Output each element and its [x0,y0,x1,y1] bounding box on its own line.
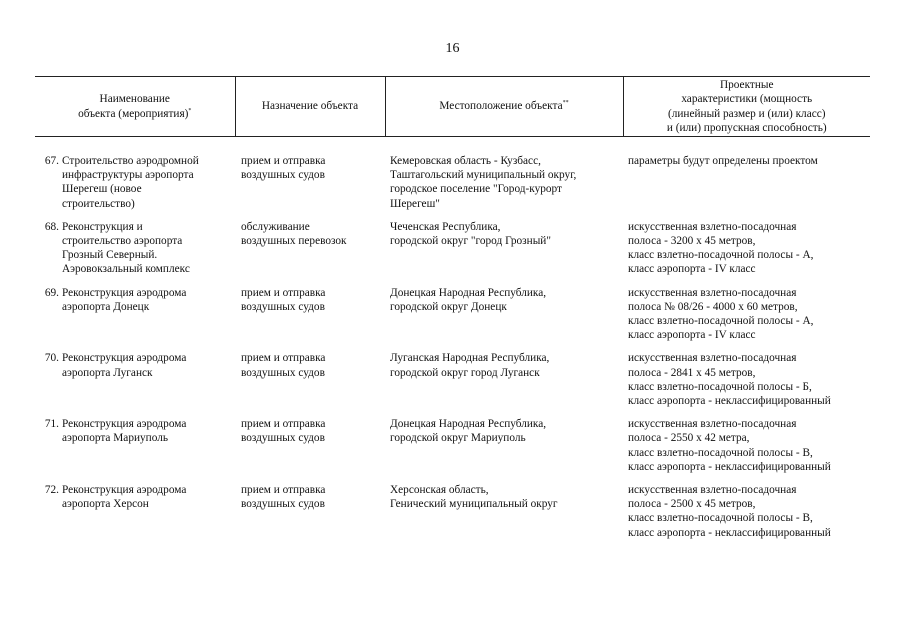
header-line: Проектные [719,79,774,92]
header-line-text: объекта (мероприятия) [78,107,189,120]
cell-specs [623,417,870,483]
cell-location [385,220,623,286]
header-line: Наименование [99,93,170,106]
specs-line: искусственная взлетно-посадочная [628,484,797,497]
cell-purpose [235,351,385,417]
cell-object-name [35,286,235,352]
object-name [62,286,230,314]
footnote-mark: * [188,107,192,114]
row-number: 67. [44,155,59,167]
table-row [35,351,870,417]
location-line: Таштагольский муниципальный округ, [390,169,577,182]
table-row [35,483,870,549]
cell-object-name [35,220,235,286]
header-line: (линейный размер и (или) класс) [667,107,826,120]
location-line: городской округ город Луганск [390,366,540,379]
location-line: Херсонская область, [390,484,489,497]
table-body [35,137,870,549]
row-number: 71. [44,418,59,431]
object-name-line: Реконструкция аэродрома [62,352,187,365]
header-line: Назначение объекта [261,100,359,113]
column-header-purpose [235,77,385,137]
location-line: городской округ Мариуполь [390,432,526,445]
specs-line: класс взлетно-посадочной полосы - В, [628,512,813,525]
header-line: и (или) пропускная способность) [666,121,827,134]
object-name-line: Грозный Северный. [62,249,158,262]
object-name-line: Реконструкция и [62,220,143,233]
location-line: Генический муниципальный округ [390,498,558,511]
specs-line: класс аэропорта - неклассифицированный [628,395,831,408]
location-line: городское поселение "Город-курорт [390,183,562,196]
specs-line: искусственная взлетно-посадочная [628,220,797,233]
object-name-line: строительство) [62,197,135,210]
specs-line: искусственная взлетно-посадочная [628,418,797,431]
location-line: Кемеровская область - Кузбасс, [390,155,541,167]
object-name-line: строительство аэропорта [62,235,183,248]
header-line: характеристики (мощность [681,93,813,106]
purpose-line: прием и отправка [241,286,326,299]
page-number: 16 [445,41,460,56]
cell-specs [623,483,870,549]
object-name-line: аэропорта Луганск [62,366,153,379]
object-name-line: Строительство аэродромной [62,155,199,167]
location-line: Донецкая Народная Республика, [390,418,547,431]
row-number: 68. [44,220,59,233]
cell-purpose [235,483,385,549]
object-name-line: Аэровокзальный комплекс [62,263,190,276]
table-row [35,286,870,352]
cell-object-name [35,417,235,483]
cell-specs [623,220,870,286]
purpose-line: воздушных судов [241,300,325,313]
object-name-line: аэропорта Мариуполь [62,432,169,445]
specs-line: класс взлетно-посадочной полосы - А, [628,315,814,328]
location-line: городской округ Донецк [390,300,507,313]
specs-line: класс аэропорта - IV класс [628,263,756,276]
specs-line: параметры будут определены проектом [628,155,818,167]
cell-object-name [35,483,235,549]
header-line [37,107,233,121]
specs-line: класс взлетно-посадочной полосы - В, [628,446,813,459]
object-name-line: инфраструктуры аэропорта [62,169,194,182]
cell-specs [623,351,870,417]
cell-location [385,483,623,549]
object-name-line: Реконструкция аэродрома [62,484,187,497]
specs-line: полоса - 2841 x 45 метров, [628,366,756,379]
cell-location [385,286,623,352]
purpose-line: воздушных судов [241,432,325,445]
specs-line: класс аэропорта - неклассифицированный [628,460,831,473]
location-line: городской округ "город Грозный" [390,235,551,248]
cell-purpose [235,286,385,352]
purpose-line: прием и отправка [241,352,326,365]
header-spacer [35,137,870,155]
object-name [62,483,230,511]
location-line: Луганская Народная Республика, [390,352,550,365]
purpose-line: воздушных судов [241,498,325,511]
purpose-line: прием и отправка [241,418,326,431]
row-number: 69. [44,286,59,299]
airport-projects-table-container [35,76,870,549]
airport-projects-table [35,76,870,549]
cell-specs [623,154,870,220]
cell-object-name [35,154,235,220]
specs-line: класс аэропорта - IV класс [628,329,756,342]
object-name [62,417,230,445]
purpose-line: воздушных судов [241,169,325,182]
cell-location [385,417,623,483]
cell-purpose [235,220,385,286]
specs-line: искусственная взлетно-посадочная [628,352,797,365]
purpose-line: прием и отправка [241,155,326,167]
location-line: Шерегеш" [390,197,440,210]
object-name [62,154,230,211]
purpose-line: воздушных судов [241,366,325,379]
object-name-line: аэропорта Донецк [62,300,150,313]
column-header-location [385,77,623,137]
location-line: Чеченская Республика, [390,220,501,233]
specs-line: искусственная взлетно-посадочная [628,286,797,299]
column-header-name [35,77,235,137]
object-name-line: Реконструкция аэродрома [62,286,187,299]
cell-location [385,154,623,220]
cell-location [385,351,623,417]
object-name-line: аэропорта Херсон [62,498,149,511]
specs-line: полоса № 08/26 - 4000 x 60 метров, [628,300,798,313]
footnote-mark: ** [562,100,569,107]
row-number: 70. [44,352,59,365]
table-header [35,77,870,137]
row-number: 72. [44,484,59,497]
cell-purpose [235,417,385,483]
purpose-line: прием и отправка [241,484,326,497]
header-line-text: Местоположение объекта [439,100,563,113]
location-line: Донецкая Народная Республика, [390,286,547,299]
cell-object-name [35,351,235,417]
cell-specs [623,286,870,352]
specs-line: полоса - 3200 x 45 метров, [628,235,756,248]
header-line [388,99,621,113]
specs-line: класс взлетно-посадочной полосы - А, [628,249,814,262]
object-name-line: Шерегеш (новое [62,183,142,196]
cell-purpose [235,154,385,220]
object-name-line: Реконструкция аэродрома [62,418,187,431]
table-header-row [35,77,870,137]
column-header-specs [623,77,870,137]
table-row [35,154,870,220]
specs-line: полоса - 2550 x 42 метра, [628,432,750,445]
purpose-line: воздушных перевозок [241,235,347,248]
specs-line: класс аэропорта - неклассифицированный [628,526,831,539]
specs-line: полоса - 2500 x 45 метров, [628,498,756,511]
purpose-line: обслуживание [241,220,310,233]
specs-line: класс взлетно-посадочной полосы - Б, [628,380,812,393]
table-row [35,220,870,286]
table-row [35,417,870,483]
object-name [62,351,230,379]
object-name [62,220,230,277]
